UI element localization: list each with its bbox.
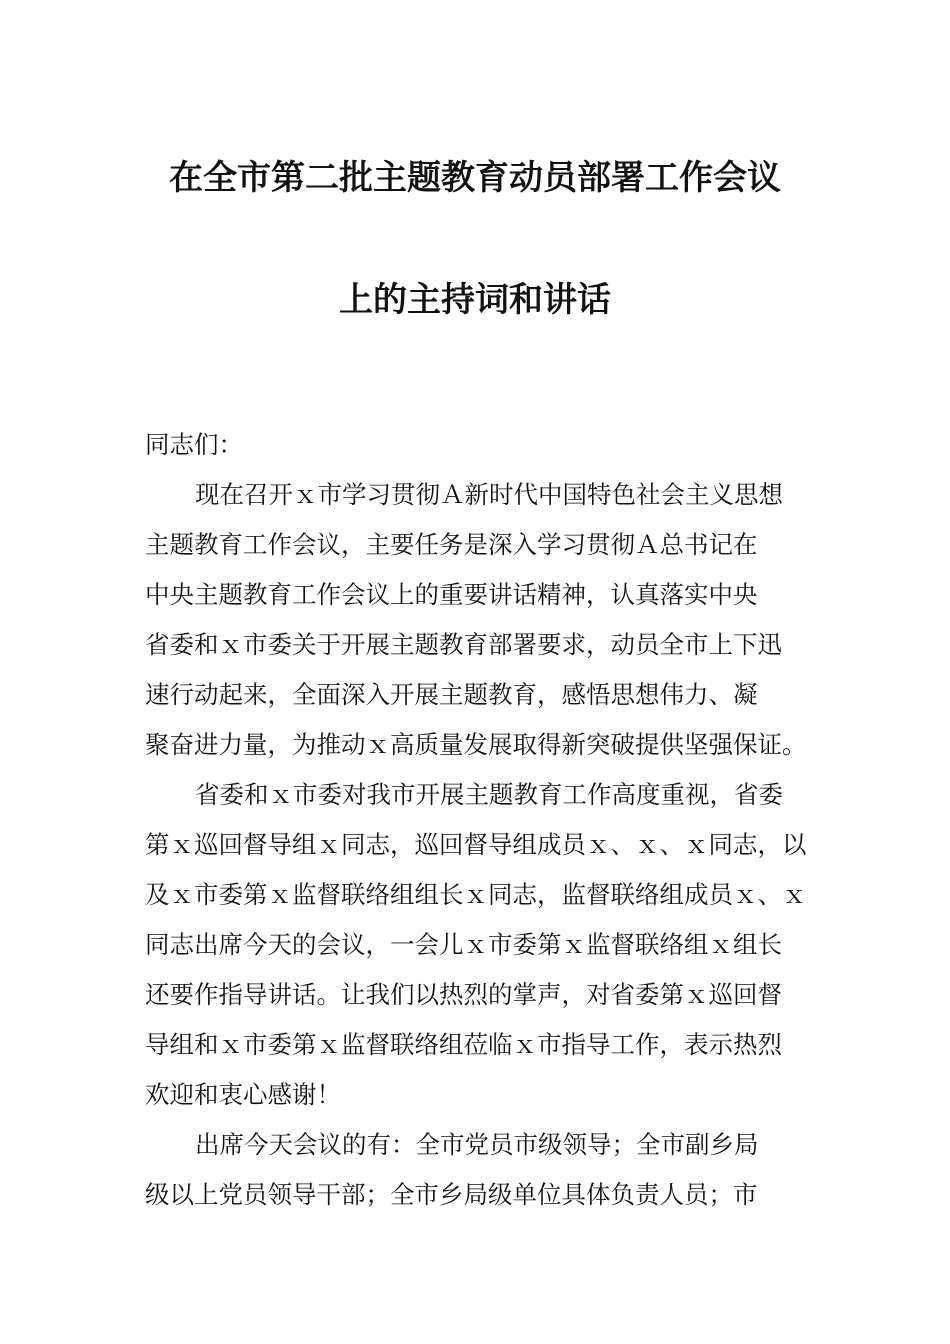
document-body	[145, 420, 810, 1220]
paragraph-1-line-4: 省委和ｘ市委关于开展主题教育部署要求，动员全市上下迅	[145, 630, 782, 659]
paragraph-3-line-2: 级以上党员领导干部；全市乡局级单位具体负责人员；市	[145, 1180, 758, 1209]
paragraph-1-line-3: 中央主题教育工作会议上的重要讲话精神，认真落实中央	[145, 580, 758, 609]
paragraph-2-line-7: 欢迎和衷心感谢！	[145, 1080, 341, 1109]
paragraph-2-line-4: 同志出席今天的会议，一会儿ｘ市委第ｘ监督联络组ｘ组长	[145, 930, 782, 959]
paragraph-1-line-5: 速行动起来，全面深入开展主题教育，感悟思想伟力、凝	[145, 680, 758, 709]
salutation: 同志们：	[145, 430, 243, 459]
paragraph-1-line-1: 现在召开ｘ市学习贯彻Ａ新时代中国特色社会主义思想	[195, 480, 783, 509]
paragraph-1-line-2: 主题教育工作会议，主要任务是深入学习贯彻Ａ总书记在	[145, 530, 758, 559]
document-title-line-2: 上的主持词和讲话	[339, 280, 611, 320]
paragraph-2-line-2: 第ｘ巡回督导组ｘ同志，巡回督导组成员ｘ、ｘ、ｘ同志，以	[145, 830, 807, 859]
paragraph-2-line-1: 省委和ｘ市委对我市开展主题教育工作高度重视，省委	[195, 780, 783, 809]
paragraph-2-line-5: 还要作指导讲话。让我们以热烈的掌声，对省委第ｘ巡回督	[145, 980, 782, 1009]
paragraph-1-line-6: 聚奋进力量，为推动ｘ高质量发展取得新突破提供坚强保证。	[145, 730, 807, 759]
paragraph-2-line-3: 及ｘ市委第ｘ监督联络组组长ｘ同志，监督联络组成员ｘ、ｘ	[145, 880, 807, 909]
document-title-line-1: 在全市第二批主题教育动员部署工作会议	[169, 158, 781, 198]
paragraph-2-line-6: 导组和ｘ市委第ｘ监督联络组莅临ｘ市指导工作，表示热烈	[145, 1030, 782, 1059]
paragraph-3-line-1: 出席今天会议的有：全市党员市级领导；全市副乡局	[195, 1130, 759, 1159]
